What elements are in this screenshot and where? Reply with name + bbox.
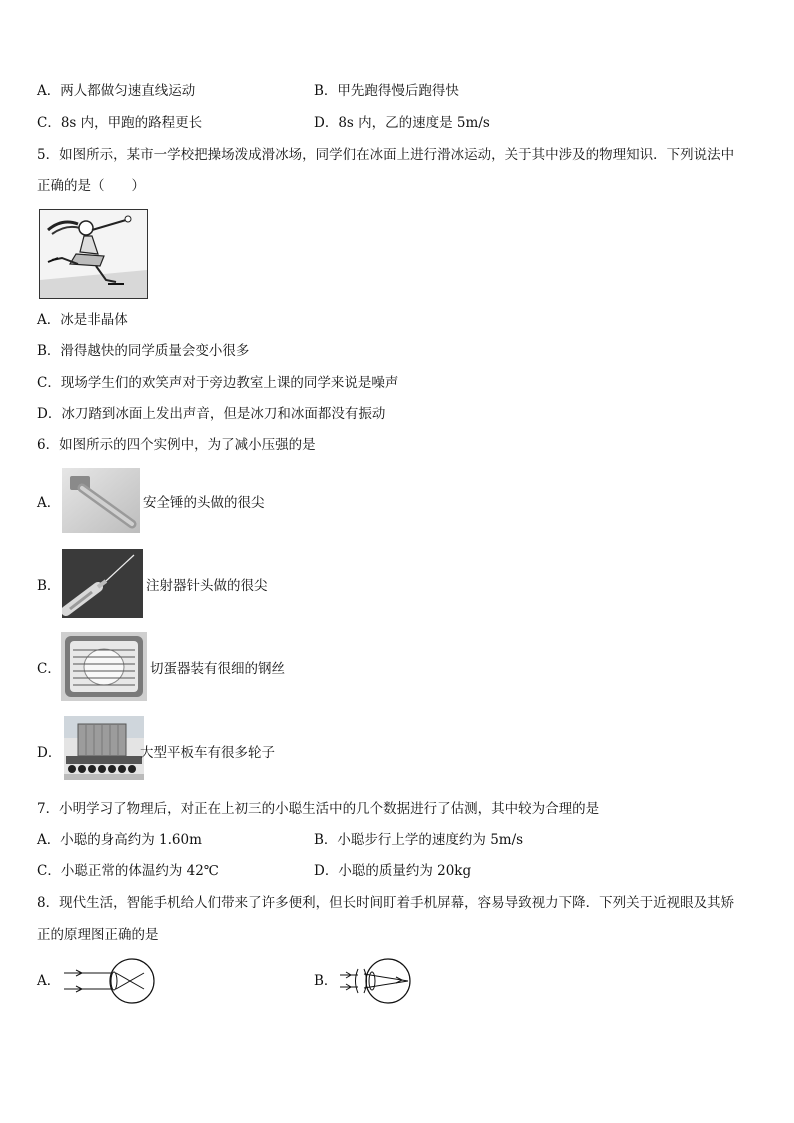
q6-option-c-text: 切蛋器装有很细的钢丝 [150,661,285,677]
myopia-correction-diagram-b [336,955,416,1007]
q5-option-c: C．现场学生们的欢笑声对于旁边教室上课的同学来说是噪声 [37,375,399,391]
q4-option-a: A．两人都做匀速直线运动 [37,83,196,99]
safety-hammer-image [62,468,140,533]
q7-option-d: D．小聪的质量约为 20kg [314,863,472,879]
q6-option-a-text: 安全锤的头做的很尖 [143,495,265,511]
q4-option-c: C．8s 内，甲跑的路程更长 [37,115,203,131]
q6-stem: 6．如图所示的四个实例中，为了减小压强的是 [37,437,316,453]
egg-slicer-image [61,632,147,701]
q6-option-d-text: 大型平板车有很多轮子 [140,745,275,761]
myopia-eye-diagram-a [62,955,156,1007]
q7-option-a: A．小聪的身高约为 1.60m [37,832,202,848]
q4-option-d: D．8s 内，乙的速度是 5m/s [314,115,490,131]
q5-option-d: D．冰刀踏到冰面上发出声音，但是冰刀和冰面都没有振动 [37,406,386,422]
q6-option-b-letter: B． [37,578,61,594]
skater-figure [39,209,148,299]
q7-option-b: B．小聪步行上学的速度约为 5m/s [314,832,524,848]
q8-stem-line2: 正的原理图正确的是 [37,927,159,943]
q6-option-c-letter: C． [37,661,61,677]
q4-option-b: B．甲先跑得慢后跑得快 [314,83,459,99]
q7-stem: 7．小明学习了物理后，对正在上初三的小聪生活中的几个数据进行了估测，其中较为合理的是 [37,801,600,817]
flatbed-truck-image [64,716,144,780]
q8-option-a-letter: A． [37,973,61,989]
q5-option-a: A．冰是非晶体 [37,312,128,328]
q6-option-b-text: 注射器针头做的很尖 [146,578,268,594]
q7-option-c: C．小聪正常的体温约为 42℃ [37,863,219,879]
q6-option-a-letter: A． [37,495,61,511]
syringe-image [62,549,143,618]
q5-stem-line2: 正确的是（ ） [37,178,145,194]
q8-option-b-letter: B． [314,973,338,989]
q6-option-d-letter: D． [37,745,62,761]
q5-option-b: B．滑得越快的同学质量会变小很多 [37,343,250,359]
q5-stem-line1: 5．如图所示，某市一学校把操场泼成滑冰场，同学们在冰面上进行滑冰运动，关于其中涉及的物理知识．下列说法中 [37,147,735,163]
q8-stem-line1: 8．现代生活，智能手机给人们带来了许多便利，但长时间盯着手机屏幕，容易导致视力下降．下列关于近视眼及其矫 [37,895,735,911]
